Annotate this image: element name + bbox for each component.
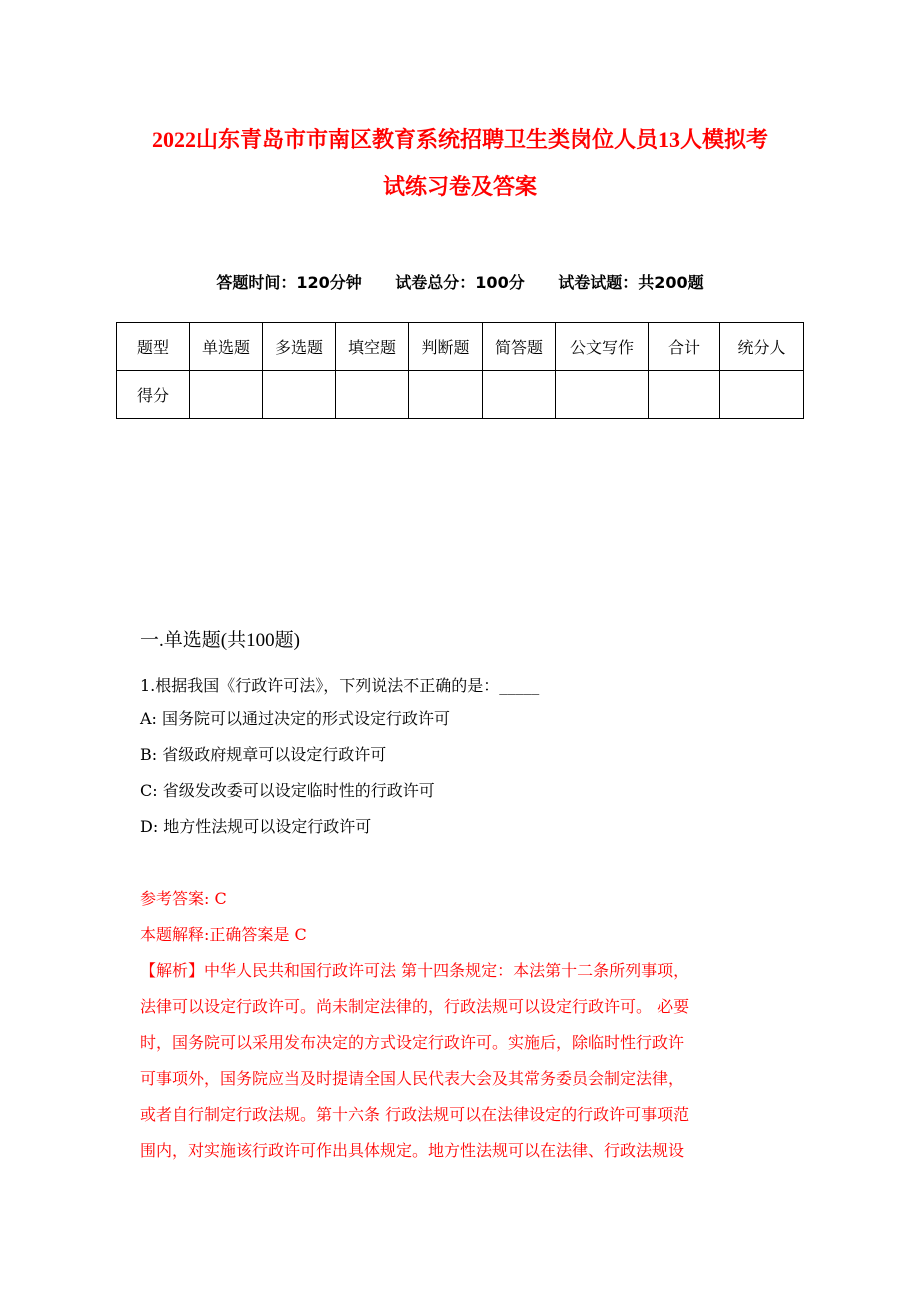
score-cell	[720, 371, 804, 419]
score-cell	[336, 371, 409, 419]
analysis-line: 时，国务院可以采用发布决定的方式设定行政许可。实施后，除临时性行政许	[140, 1033, 685, 1052]
header-cell: 判断题	[409, 323, 483, 371]
analysis-line: 围内，对实施该行政许可作出具体规定。地方性法规可以在法律、行政法规设	[140, 1141, 685, 1160]
header-cell: 统分人	[720, 323, 804, 371]
exam-time: 答题时间：120分钟	[216, 273, 362, 292]
header-cell: 填空题	[336, 323, 409, 371]
header-cell: 题型	[117, 323, 190, 371]
score-cell	[263, 371, 336, 419]
score-cell	[556, 371, 649, 419]
score-table-score-row	[117, 371, 804, 419]
header-cell: 简答题	[483, 323, 556, 371]
exam-total-score: 试卷总分：100分	[395, 273, 525, 292]
score-cell	[190, 371, 263, 419]
option-c: C: 省级发改委可以设定临时性的行政许可	[140, 781, 435, 800]
exam-question-count: 试卷试题：共200题	[558, 273, 704, 292]
header-cell: 多选题	[263, 323, 336, 371]
section-heading: 一.单选题(共100题)	[140, 630, 300, 651]
score-table	[116, 322, 804, 419]
reference-answer: 参考答案: C	[140, 889, 227, 908]
option-b: B: 省级政府规章可以设定行政许可	[140, 745, 387, 764]
option-d: D: 地方性法规可以设定行政许可	[140, 817, 372, 836]
row-label: 得分	[117, 371, 190, 419]
header-cell: 单选题	[190, 323, 263, 371]
score-table-header-row	[117, 323, 804, 371]
score-cell	[649, 371, 720, 419]
question-stem: 1.根据我国《行政许可法》，下列说法不正确的是：_____	[140, 676, 540, 695]
option-a: A: 国务院可以通过决定的形式设定行政许可	[140, 709, 451, 728]
exam-info	[0, 270, 920, 293]
title-line-2: 试练习卷及答案	[382, 174, 537, 199]
header-cell: 合计	[649, 323, 720, 371]
analysis-line: 法律可以设定行政许可。尚未制定法律的，行政法规可以设定行政许可。 必要	[140, 997, 690, 1016]
score-cell	[409, 371, 483, 419]
analysis-line: 或者自行制定行政法规。第十六条 行政法规可以在法律设定的行政许可事项范	[140, 1105, 690, 1124]
score-cell	[483, 371, 556, 419]
title-line-1: 2022山东青岛市市南区教育系统招聘卫生类岗位人员13人模拟考	[151, 127, 768, 152]
analysis-line: 可事项外，国务院应当及时提请全国人民代表大会及其常务委员会制定法律，	[140, 1069, 685, 1088]
explanation: 本题解释:正确答案是 C	[140, 925, 307, 944]
analysis-line: 【解析】中华人民共和国行政许可法 第十四条规定：本法第十二条所列事项，	[140, 961, 690, 980]
header-cell: 公文写作	[556, 323, 649, 371]
